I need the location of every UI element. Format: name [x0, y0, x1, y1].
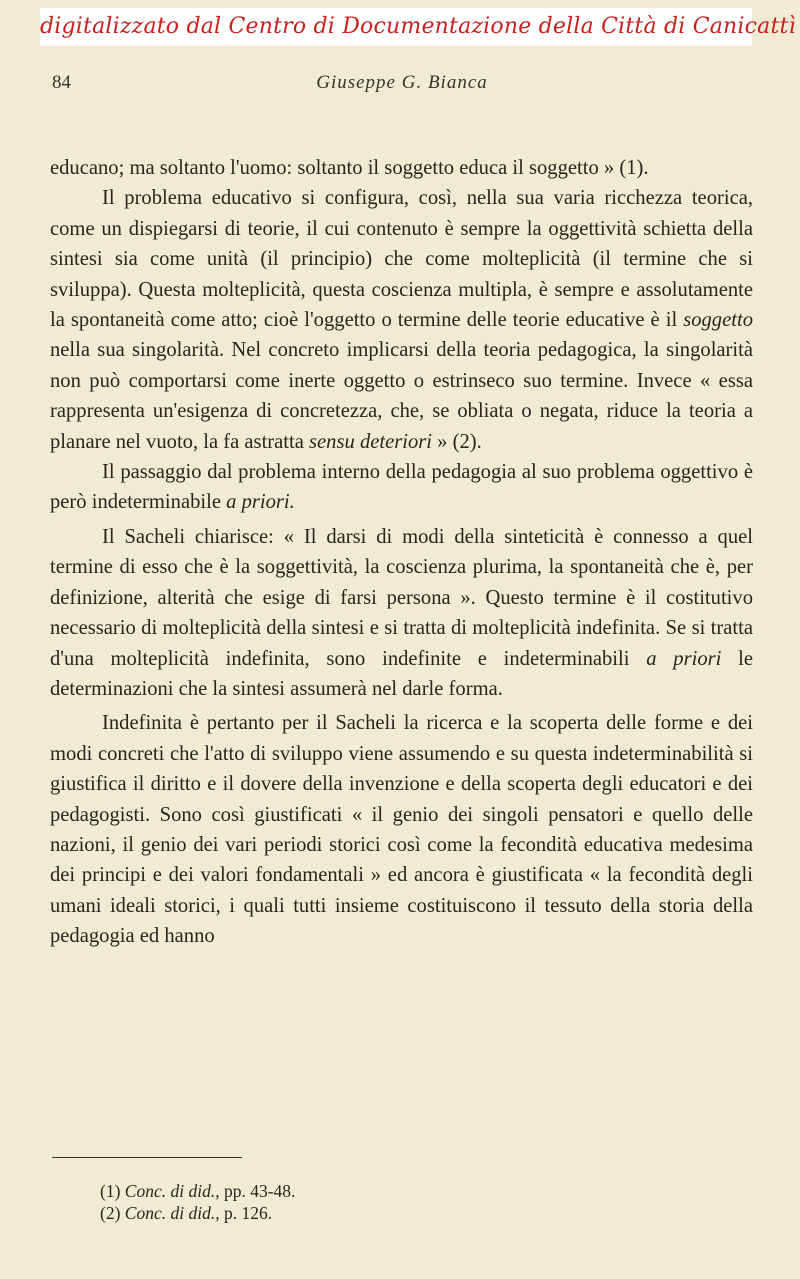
footnote-pages: p. 126. — [223, 1203, 273, 1223]
page-number: 84 — [52, 72, 71, 93]
italic-a-priori: a priori. — [226, 491, 295, 514]
footnote-divider — [52, 1157, 242, 1158]
paragraph-4-text: Il Sacheli chiarisce: « Il darsi di modi della sinteticità è connesso a quel termine di esso che è la soggettività, la coscienza plurima, la spontaneità che è, per definizione, alterità che esige di farsi persona ». Questo termine è il costitutivo necessario di molteplicità della sintesi e si tratta di molteplicità indefinita. Se si tratta d'una molteplicità indefinita, sono indefinite e indeterminabili — [50, 525, 753, 670]
footnote-pages: pp. 43-48. — [223, 1181, 296, 1201]
page-header — [52, 72, 752, 98]
body-text — [50, 153, 753, 952]
paragraph-2 — [50, 183, 753, 457]
paragraph-1 — [50, 153, 753, 183]
paragraph-4 — [50, 522, 753, 704]
italic-a-priori-2: a priori — [646, 647, 722, 670]
paragraph-1-text: educano; ma soltanto l'uomo: soltanto il soggetto educa il soggetto » (1). — [50, 157, 649, 179]
paragraph-2-text-end: » (2). — [437, 430, 482, 453]
running-title: Giuseppe G. Bianca — [316, 72, 488, 93]
paragraph-2-text-cont: nella sua singolarità. Nel concreto implicarsi della teoria pedagogica, la singolarità non può comportarsi come inerte oggetto o estrinseco suo termine. Invece « essa rappresenta un'esigenza di concretezza, che, se obliata o negata, riduce la teoria a planare nel vuoto, la fa astratta — [50, 339, 753, 453]
footnote-source: Conc. di did., — [124, 1181, 220, 1201]
footnote-marker: (1) — [100, 1181, 121, 1201]
italic-soggetto: soggetto — [683, 309, 753, 332]
paragraph-5-text: Indefinita è pertanto per il Sacheli la ricerca e la scoperta delle forme e dei modi concreti che l'atto di sviluppo viene assumendo e su questa indeterminabilità si giustifica il diritto e il dovere della invenzione e della scoperta degli educatori e dei pedagogisti. Sono così giustificati « il genio dei singoli pensatori e quello delle nazioni, il genio dei vari periodi storici così come la fecondità educativa medesima dei principi e dei valori fondamentali » ed ancora è giustificata « la fecondità degli umani ideali storici, i quali tutti insieme costituiscono il tessuto della storia della pedagogia ed hanno — [50, 712, 753, 948]
paragraph-3-text: Il passaggio dal problema interno della pedagogia al suo problema oggettivo è però indeterminabile — [50, 461, 753, 514]
footnote-2 — [100, 1202, 600, 1224]
italic-sensu-deteriori: sensu deteriori — [309, 430, 433, 453]
footnotes — [100, 1180, 600, 1224]
paragraph-3 — [50, 457, 753, 518]
footnote-source: Conc. di did., — [124, 1203, 220, 1223]
paragraph-5 — [50, 708, 753, 951]
paragraph-4-text-end: le determinazioni che la sintesi assumerà nel darle forma. — [50, 647, 754, 700]
digitization-watermark: digitalizzato dal Centro di Documentazione della Città di Canicattì — [40, 8, 752, 46]
footnote-1 — [100, 1180, 600, 1202]
paragraph-2-text: Il problema educativo si configura, così, nella sua varia ricchezza teorica, come un dispiegarsi di teorie, il cui contenuto è sempre la oggettività schietta della sintesi sia come unità (il principio) che come molteplicità (il termine che si sviluppa). Questa molteplicità, questa coscienza multipla, è sempre e assolutamente la spontaneità come atto; cioè l'oggetto o termine delle teorie educative è il — [50, 187, 753, 332]
footnote-marker: (2) — [100, 1203, 121, 1223]
